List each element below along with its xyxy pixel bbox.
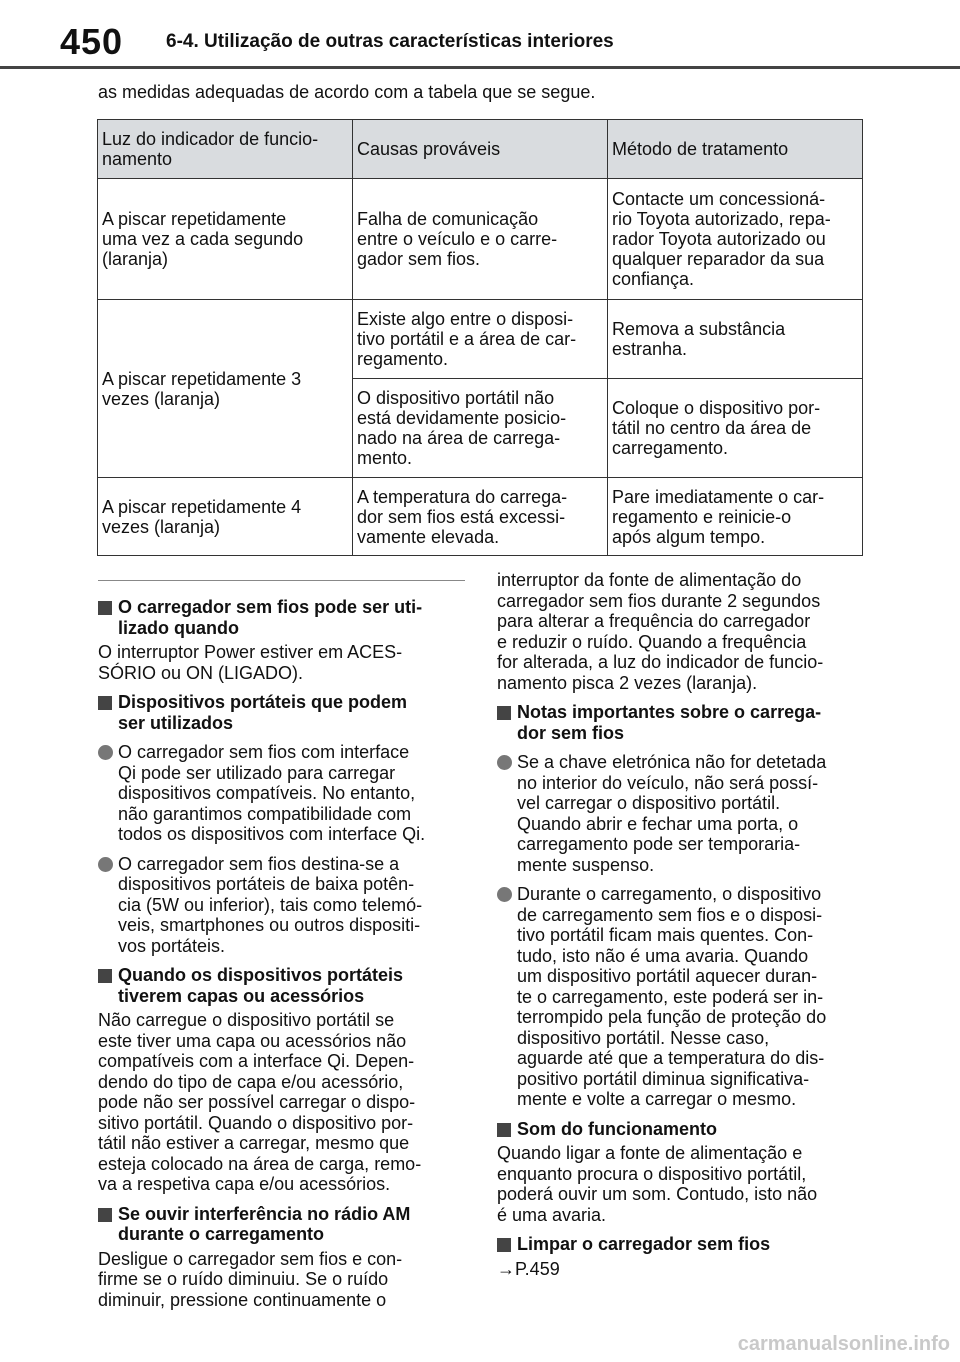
section-heading [98,692,468,733]
text-line: positivo portátil diminua significativa- [517,1068,810,1089]
section-title: 6-4. Utilização de outras características interiores [166,31,614,52]
text-line: regamento. [357,349,449,369]
table-row [98,179,863,300]
troubleshooting-table [97,119,863,556]
text-line: mente suspenso. [517,854,655,875]
section-heading [497,1119,867,1140]
text-line: após algum tempo. [612,526,766,547]
square-bullet-icon [98,1208,112,1222]
text-line: O carregador sem fios pode ser uti- [118,597,423,617]
text-line: Quando abrir e fechar uma porta, o [517,813,799,834]
text-line: não garantimos compatibilidade com [118,803,412,824]
text-line: vos portáteis. [118,935,226,956]
text-line: A piscar repetidamente 3 [102,368,302,389]
text-line: para alterar a frequência do carregador [497,611,811,631]
text-line: todos os dispositivos com interface Qi. [118,824,426,844]
watermark: carmanualsonline.info [737,1333,950,1355]
text-line: diminuir, pressione continuamente o [98,1289,387,1310]
header-light [98,120,353,179]
square-bullet-icon [497,1238,511,1252]
text-line: rador Toyota autorizado ou [612,229,826,249]
text-line: no interior do veículo, não será possí- [517,772,819,793]
text-line: tivo portátil e a área de car- [357,329,577,349]
section-heading [497,1234,867,1255]
text-line: Som do funcionamento [517,1118,717,1139]
text-line: tudo, isto não é uma avaria. Quando [517,945,809,966]
text-line: Se a chave eletrónica não for detetada [517,752,827,772]
text-line: e reduzir o ruído. Quando a frequência [497,631,807,652]
bullet-item [98,742,468,845]
header-method [608,120,863,179]
text-line: cia (5W ou inferior), tais como telemó- [118,894,423,915]
text-line: Durante o carregamento, o dispositivo [517,884,822,904]
text-line: terrompido pela função de proteção do [517,1007,827,1027]
cell-method [608,478,863,556]
square-bullet-icon [497,706,511,720]
text-line: vezes (laranja) [102,388,221,409]
text-line: for alterada, a luz do indicador de funcio- [497,652,824,672]
header-rule [0,66,960,69]
cell-cause [353,300,608,379]
text-line: Não carregue o dispositivo portátil se [98,1010,395,1030]
text-line: confiança. [612,269,695,289]
text-line: interruptor da fonte de alimentação do [497,570,802,590]
text-line: Coloque o dispositivo por- [612,398,821,418]
section-heading [98,597,468,638]
text-line: vel carregar o dispositivo portátil. [517,793,781,813]
cell-light [98,179,353,300]
text-line: tivo portátil ficam mais quentes. Con- [517,925,814,945]
text-line: Notas importantes sobre o carrega- [517,702,822,722]
table-row [98,478,863,556]
square-bullet-icon [98,696,112,710]
text-line: SÓRIO ou ON (LIGADO). [98,662,304,683]
page-number: 450 [60,21,124,62]
text-line: estranha. [612,339,688,359]
text-line: (laranja) [102,249,169,269]
text-line: dispositivos compatíveis. No entanto, [118,783,416,803]
page-reference-link[interactable]: →P.459 [497,1258,560,1279]
left-column [98,588,468,1310]
square-bullet-icon [98,969,112,983]
page-header [60,22,940,62]
cell-cause [353,379,608,478]
cell-method [608,300,863,379]
text-line: O dispositivo portátil não [357,388,555,408]
text-line: O interruptor Power estiver em ACES- [98,642,403,662]
bullet-item [497,884,867,1110]
text-line: Causas prováveis [357,139,501,159]
cell-method [608,379,863,478]
text-line: Limpar o carregador sem fios [517,1234,771,1254]
circle-bullet-icon [98,745,113,760]
text-line: A piscar repetidamente [102,209,287,229]
paragraph [98,1249,468,1311]
text-line: vamente elevada. [357,526,500,547]
text-line: A temperatura do carrega- [357,486,568,507]
header-cause [353,120,608,179]
text-line: Se ouvir interferência no rádio AM [118,1203,411,1224]
text-line: esteja colocado na área de carga, remo- [98,1153,422,1174]
paragraph [98,642,468,683]
section-heading [98,965,468,1006]
text-line: está devidamente posicio- [357,408,567,428]
text-line: compatíveis com a interface Qi. Depen- [98,1051,415,1071]
text-line: lizado quando [118,617,239,638]
text-line: Desligue o carregador sem fios e con- [98,1248,403,1269]
text-line: entre o veículo e o carre- [357,229,558,249]
text-line: dendo do tipo de capa e/ou acessório, [98,1071,404,1092]
text-line: Falha de comunicação [357,209,539,229]
text-line: este tiver uma capa ou acessórios não [98,1030,407,1051]
text-line: Pare imediatamente o car- [612,486,825,507]
text-line: A piscar repetidamente 4 [102,496,302,517]
text-line: qualquer reparador da sua [612,249,825,269]
text-line: O carregador sem fios com interface [118,742,410,762]
circle-bullet-icon [98,857,113,872]
text-line: rio Toyota autorizado, repa- [612,209,831,229]
text-line: tátil não estiver a carregar, mesmo que [98,1133,410,1153]
text-line: mento. [357,448,413,468]
text-line: Qi pode ser utilizado para carregar [118,762,396,783]
text-line: carregamento. [612,438,729,458]
text-line: va a respetiva capa e/ou acessórios. [98,1174,391,1194]
bullet-item [497,752,867,875]
text-line: dor sem fios [517,722,625,743]
text-line: Dispositivos portáteis que podem [118,692,408,712]
paragraph [98,1010,468,1195]
text-line: veis, smartphones ou outros dispositi- [118,915,421,935]
section-heading [98,1204,468,1245]
text-line: poderá ouvir um som. Contudo, isto não [497,1184,818,1204]
column-rule [98,580,465,581]
text-line: namento [102,149,173,169]
text-line: gador sem fios. [357,249,481,269]
text-line: Remova a substância [612,319,786,339]
text-line: regamento e reinicie-o [612,506,792,527]
text-line: nado na área de carrega- [357,428,561,448]
text-line: Quando ligar a fonte de alimentação e [497,1143,803,1163]
circle-bullet-icon [497,887,512,902]
text-line: tiverem capas ou acessórios [118,985,365,1006]
text-line: vezes (laranja) [102,516,221,537]
square-bullet-icon [98,601,112,615]
cell-light [98,478,353,556]
text-line: de carregamento sem fios e o disposi- [517,904,823,925]
cell-method [608,179,863,300]
text-line: carregamento pode ser temporaria- [517,834,801,854]
text-line: mente e volte a carregar o mesmo. [517,1089,797,1109]
text-line: enquanto procura o dispositivo portátil, [497,1163,807,1184]
text-line: namento pisca 2 vezes (laranja). [497,672,758,693]
text-line: carregador sem fios durante 2 segundos [497,590,821,611]
text-line: aguarde até que a temperatura do dis- [517,1048,825,1068]
text-line: pode não ser possível carregar o dispo- [98,1092,416,1112]
text-line: firme se o ruído diminuiu. Se o ruído [98,1269,389,1289]
text-line: Existe algo entre o disposi- [357,309,574,329]
intro-text: as medidas adequadas de acordo com a tabela que se segue. [98,82,596,102]
paragraph [497,570,867,693]
cell-cause [353,478,608,556]
text-line: é uma avaria. [497,1204,607,1225]
text-line: O carregador sem fios destina-se a [118,853,400,874]
cell-light [98,300,353,478]
text-line: uma vez a cada segundo [102,229,304,249]
right-column [497,570,867,1279]
section-heading [497,702,867,743]
text-line: te o carregamento, este poderá ser in- [517,986,824,1007]
table-row [98,300,863,379]
square-bullet-icon [497,1123,511,1137]
text-line: durante o carregamento [118,1224,325,1244]
text-line: sitivo portátil. Quando o dispositivo por- [98,1112,414,1133]
paragraph [497,1143,867,1225]
circle-bullet-icon [497,755,512,770]
cell-cause [353,179,608,300]
text-line: Método de tratamento [612,139,789,159]
table-header-row [98,120,863,179]
text-line: um dispositivo portátil aquecer duran- [517,966,818,986]
text-line: tátil no centro da área de [612,418,812,438]
bullet-item [98,854,468,957]
text-line: dispositivo portátil. Nesse caso, [517,1027,770,1048]
text-line: dor sem fios está excessi- [357,506,566,527]
text-line: Contacte um concessioná- [612,189,826,209]
text-line: Luz do indicador de funcio- [102,129,319,149]
text-line: ser utilizados [118,712,234,733]
text-line: Quando os dispositivos portáteis [118,965,404,985]
text-line: dispositivos portáteis de baixa potên- [118,874,415,894]
